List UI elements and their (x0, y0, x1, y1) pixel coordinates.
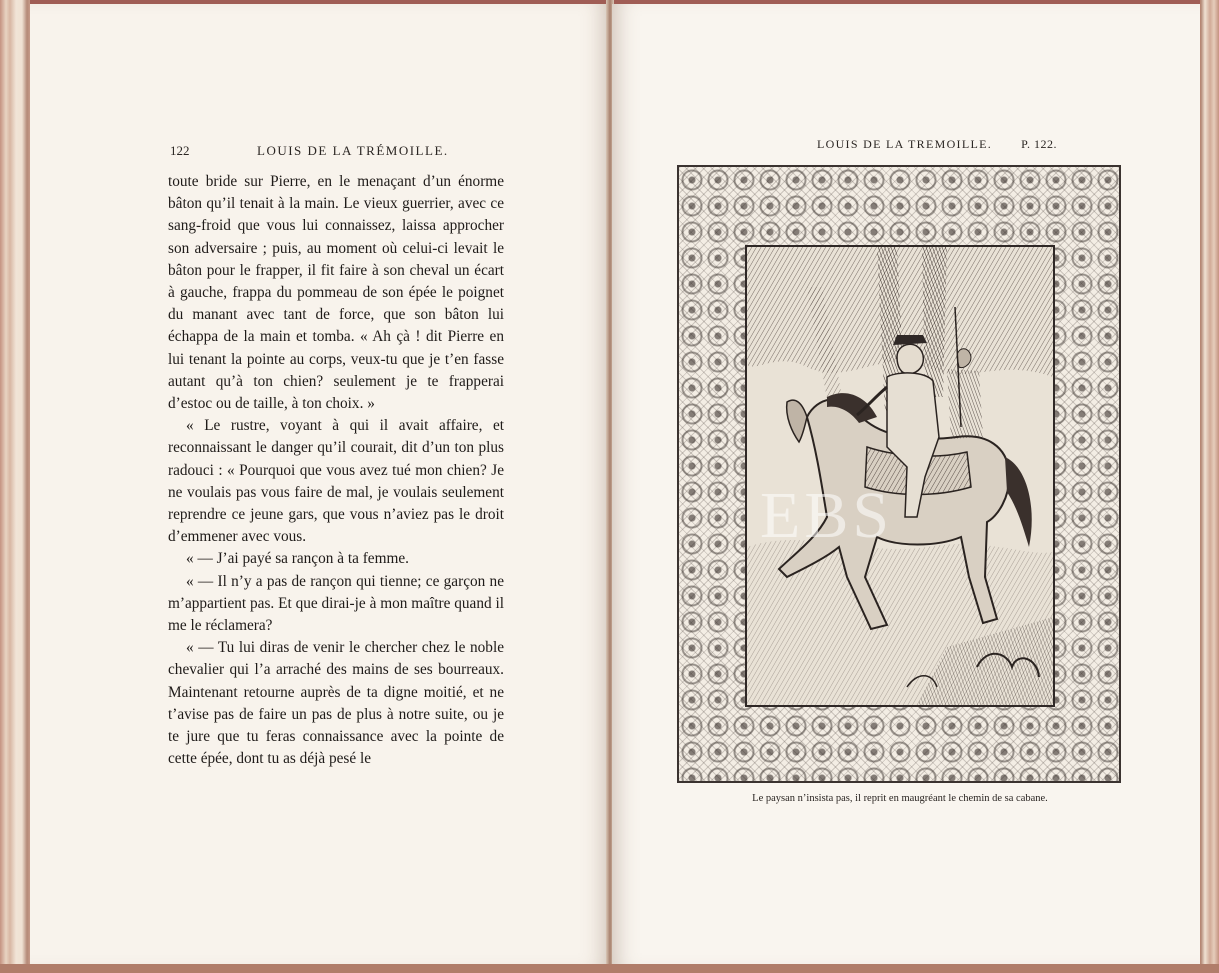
paragraph: « Le rustre, voyant à qui il avait affaire, et reconnaissant le danger qu’il courait, dit d’un ton plus radouci : « Pourquoi que vous avez tué mon chien? Je ne voulais pas vous faire de mal, je voulais seulement reprendre ce jeune gars, que vous n’aviez pas le droit d’emmener avec vous. (168, 417, 504, 546)
paragraph: « — Tu lui diras de venir le chercher chez le noble chevalier qui l’a arraché des mains de ses bourreaux. Maintenant retourne auprès de ta digne moitié, et ne t’avise pas de faire un pas de plus à notre suite, ou je te jure que tu feras connaissance avec la pointe de cette épée, dont tu as déjà pesé le (168, 639, 504, 768)
page-bottom-edge (0, 964, 1219, 973)
running-title: LOUIS DE LA TRÉMOILLE. (257, 143, 449, 158)
engraving-illustration (745, 245, 1055, 707)
ornamental-frame (677, 165, 1121, 783)
paragraph: toute bride sur Pierre, en le menaçant d’un énorme bâton qu’il tenait à la main. Le vieux guerrier, avec ce sang-froid que vous lui connaissez, laissa approcher son adversaire ; puis, au moment où celui-ci levait le bâton pour le frapper, il fit faire à son cheval un écart à gauche, frappa du pommeau de son épée le poignet du manant avec tant de force, que son bâton lui échappa de la main et tomba. « Ah çà ! dit Pierre en lui tenant la pointe au corps, veux-tu que je t’en fasse autant qu’à ton chien? seulement je te frapperai d’estoc ou de taille, à ton choix. » (168, 173, 504, 413)
paragraph: « — Il n’y a pas de rançon qui tienne; ce garçon ne m’appartient pas. Et que dirai-je à mon maître quand il me le réclamera? (168, 572, 504, 635)
horseman-engraving (747, 247, 1053, 705)
running-title: LOUIS DE LA TREMOILLE. (817, 137, 993, 151)
plate-caption: Le paysan n’insista pas, il reprit en maugréant le chemin de sa cabane. (752, 793, 1048, 804)
watermark: EBS (760, 479, 894, 552)
body-text (168, 171, 504, 770)
paragraph: « — J’ai payé sa rançon à ta femme. (186, 550, 409, 568)
right-running-head (817, 137, 1057, 152)
plate-reference: P. 122. (1021, 137, 1057, 151)
page-number: 122 (170, 143, 190, 158)
